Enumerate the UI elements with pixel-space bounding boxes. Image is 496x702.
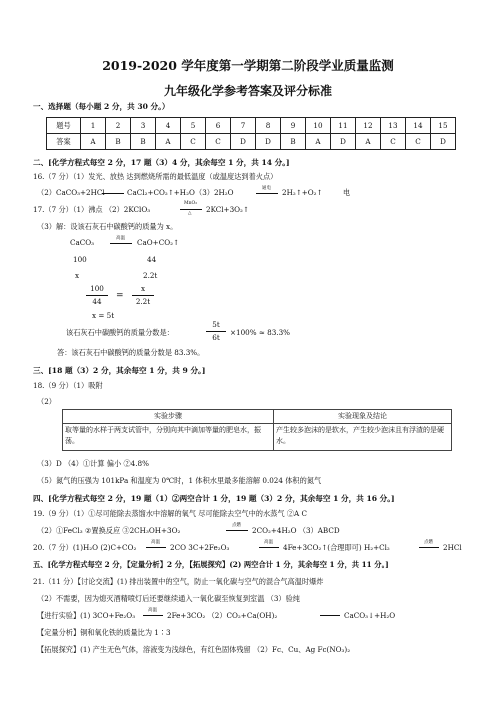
table-cell: 15 — [431, 118, 456, 134]
section-4-heading: 四、[化学方程式每空 2 分，19 题（1）②两空合计 1 分，19 题（3）2 分，其余每空 1 分，共 16 分。] — [33, 494, 395, 503]
fraction-bar — [132, 295, 154, 296]
q18-line-2: （2） — [37, 397, 56, 406]
equals-bar — [102, 193, 124, 194]
table-cell: B — [281, 134, 306, 150]
fraction-bar — [206, 331, 226, 332]
equals-sign: = — [116, 291, 124, 301]
condition-label: 通电 — [262, 186, 271, 191]
fraction-statement: 该石灰石中碳酸钙的质量分数是： — [66, 328, 174, 337]
q21-line-3-left: 【进行实验】(1) 3CO+Fe₂O₃ — [37, 611, 136, 620]
table-cell: 14 — [406, 118, 431, 134]
q18-line-4: （5）氮气的压强为 101kPa 和温度为 0℃时，1 体积水里最多能溶解 0.024 体积的氮气 — [37, 476, 322, 485]
q17-line-1: 17.（7 分）（1）沸点 （2）2KClO₃ — [33, 205, 151, 214]
fraction-2-den: 2.2t — [135, 297, 151, 306]
q17-answer: 答：该石灰石中碳酸钙的质量分数是 83.3%。 — [57, 348, 205, 357]
table-cell: A — [306, 134, 331, 150]
q18-line-3: （3）D （4）①计算 偏小 ②4.8% — [37, 459, 149, 468]
table-cell: C — [406, 134, 431, 150]
unknown-x: x — [75, 271, 80, 280]
fraction-1-num: 100 — [90, 284, 104, 293]
equals-bar — [226, 530, 248, 531]
table-header-cell: 题号 — [47, 118, 81, 134]
fraction-2-num: x — [140, 284, 146, 293]
table-cell: 11 — [331, 118, 356, 134]
table-cell: B — [106, 134, 131, 150]
equals-bar — [180, 209, 202, 210]
table-cell: 3 — [131, 118, 156, 134]
answer-table — [46, 117, 456, 150]
answer-table-answer-row — [47, 134, 456, 150]
q19-line-2-right: 2CO₂+4H₂O （3）ABCD — [252, 526, 340, 535]
fraction-1-den: 44 — [92, 297, 102, 306]
section-3-heading: 三、[18 题（3）2 分，其余每空 1 分，共 9 分。] — [33, 366, 206, 375]
heat-label: △ — [188, 211, 192, 216]
answer-table-number-row — [47, 118, 456, 134]
equals-bar — [110, 243, 132, 244]
page-subtitle: 九年级化学参考答案及评分标准 — [163, 84, 332, 98]
q17-eq-right: 2KCl+3O₂↑ — [206, 205, 249, 214]
section-5-heading: 五、[化学方程式每空 2 分，【定量分析】2 分，【拓展探究】(2) 两空合计 1 分，其余每空 1 分，共 11 分。] — [33, 560, 389, 569]
molar-mass-2: 44 — [147, 255, 157, 264]
condition-label: 高温 — [264, 540, 273, 545]
section-1-heading: 一、选择题（每小题 2 分，共 30 分。） — [33, 102, 170, 111]
equals-bar — [419, 547, 439, 548]
table-cell: D — [431, 134, 456, 150]
q18-line-1: 18.（9 分）（1）吸附 — [33, 381, 103, 390]
q21-line-2: （2）不需要，因为熄灭酒精喷灯后还要继续通入一氧化碳至恢复到室温 （3）验纯 — [37, 594, 300, 603]
table-cell: C — [181, 134, 206, 150]
section-2-heading: 二、[化学方程式每空 2 分，17 题（3）4 分，其余每空 1 分，共 14 分。] — [33, 158, 290, 167]
fraction-bar — [86, 295, 108, 296]
condition-label: 点燃 — [232, 523, 241, 528]
table-cell: 1 — [81, 118, 106, 134]
q21-line-4: 【定量分析】铜和氧化铁的质量比为 1∶3 — [37, 628, 171, 637]
table-cell: 9 — [281, 118, 306, 134]
equals-bar — [259, 547, 279, 548]
table-cell: 4 — [156, 118, 181, 134]
q16-3-right: 2H₂↑+O₂↑ — [282, 188, 323, 197]
q16-line-1: 16.（7 分）（1）发光、放热 达到燃烧所需的最低温度（或温度达到着火点） — [33, 172, 278, 181]
fraction-3-num: 5t — [212, 320, 220, 329]
table-cell: C — [206, 134, 231, 150]
experiment-table — [62, 409, 452, 451]
table-cell: B — [131, 134, 156, 150]
q16-3-note: 电 — [343, 188, 351, 197]
table-cell: A — [156, 134, 181, 150]
table-cell: 2 — [106, 118, 131, 134]
condition-label: 高温 — [116, 236, 125, 241]
q16-eq-left: （2）CaCO₃+2HCl — [37, 188, 105, 197]
table-cell: D — [256, 134, 281, 150]
table-cell: 7 — [231, 118, 256, 134]
q21-line-1: 21.（11 分）【讨论交流】(1) 排出装置中的空气，防止一氧化碳与空气的混合气高温时爆炸 — [33, 577, 324, 586]
q19-line-1: 19.（9 分）（1）①尽可能除去蒸馏水中溶解的氧气 尽可能除去空气中的水蒸气 ②A C — [33, 509, 307, 518]
q17-solution-intro: （3）解：设该石灰石中碳酸钙的质量为 x。 — [37, 222, 178, 231]
q21-line-3-right: CaCO₃↓+H₂O — [344, 611, 396, 620]
q21-line-3-mid: 2Fe+3CO₂ （2）CO₂+Ca(OH)₂ — [167, 611, 278, 620]
table-cell: 13 — [381, 118, 406, 134]
equals-bar — [143, 615, 163, 616]
q20-part-1: 20.（7 分）(1)H₂O (2)C+CO₂ — [33, 543, 137, 552]
page-title: 2019-2020 学年度第一学期第二阶段学业质量监测 — [102, 58, 394, 73]
table-cell: A — [81, 134, 106, 150]
table-cell: D — [231, 134, 256, 150]
table-cell: D — [331, 134, 356, 150]
percent-result: ×100% ≈ 83.3% — [230, 328, 290, 337]
table-cell: 8 — [256, 118, 281, 134]
condition-label: 高温 — [148, 608, 157, 613]
x-result: x = 5t — [92, 311, 115, 320]
table-header-cell: 答案 — [47, 134, 81, 150]
equals-bar — [146, 547, 166, 548]
table-header-cell: 实验步骤 — [63, 410, 274, 424]
table-cell: 5 — [181, 118, 206, 134]
q20-part-4: 2HCl — [443, 543, 462, 552]
eq-reactant: CaCO₃ — [70, 238, 95, 247]
equals-bar — [320, 615, 340, 616]
molar-mass-1: 100 — [73, 255, 87, 264]
equals-bar — [256, 193, 278, 194]
condition-label: 高温 — [151, 540, 160, 545]
table-header-cell: 实验现象及结论 — [274, 410, 452, 424]
q16-eq-right: CaCl₂+CO₂↑+H₂O — [127, 188, 195, 197]
q21-line-5: 【拓展探究】(1) 产生无色气体，溶液变为浅绿色，有红色固体残留 （2）Fc、Cu、Ag Fc(NO₃)₂ — [37, 645, 351, 654]
q20-part-3: 4Fe+3CO₂↑(合理即可) H₂+Cl₂ — [283, 543, 390, 552]
table-cell: C — [381, 134, 406, 150]
eq-products: CaO+CO₂↑ — [137, 238, 179, 247]
table-cell: 6 — [206, 118, 231, 134]
q19-line-2-left: （2）①FeCl₃ ②置换反应 ③2CH₃OH+3O₂ — [37, 526, 181, 535]
q16-3-left: （3）2H₂O — [195, 188, 234, 197]
table-cell: 取等量的水样于两支试管中，分别向其中滴加等量的肥皂水，振荡。 — [63, 424, 274, 451]
table-cell: 12 — [356, 118, 381, 134]
catalyst-label: MnO₂ — [184, 201, 197, 206]
known-mass: 2.2t — [143, 271, 158, 280]
table-cell: A — [356, 134, 381, 150]
table-cell: 10 — [306, 118, 331, 134]
q20-part-2: 2CO 3C+2Fe₂O₃ — [170, 543, 230, 552]
condition-label: 点燃 — [424, 540, 433, 545]
fraction-3-den: 6t — [212, 333, 220, 342]
table-cell: 产生较多泡沫的是软水，产生较少泡沫且有浮渣的是硬水。 — [274, 424, 452, 451]
